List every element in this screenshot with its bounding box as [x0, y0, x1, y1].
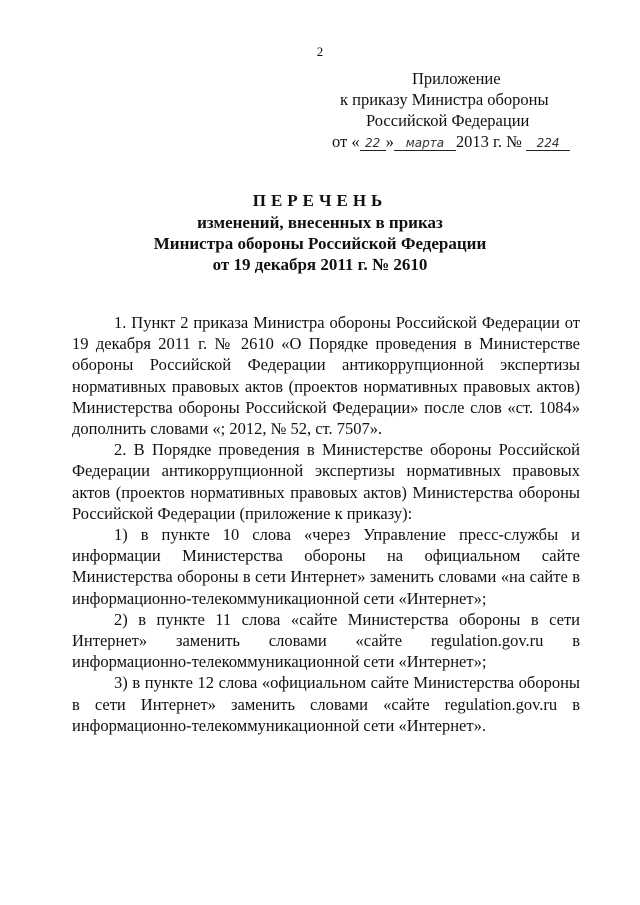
appendix-date-line	[320, 131, 590, 152]
date-prefix: от «	[332, 132, 360, 151]
title-heading: ПЕРЕЧЕНЬ	[252, 191, 388, 210]
date-year-text: 2013 г. №	[455, 132, 522, 151]
date-day-close: »	[385, 132, 394, 151]
appendix-federation: Российской Федерации	[366, 111, 530, 130]
subparagraph-2: 2) в пункте 11 слова «сайте Министерства обороны в сети Интернет» заменить словами «сайте regulation.gov.ru в информационно-телекоммуникационной сети «Интернет»;	[72, 609, 580, 672]
appendix-title: Приложение	[412, 69, 501, 88]
appendix-order-ref: к приказу Министра обороны	[340, 90, 549, 109]
title-line-1: изменений, внесенных в приказ	[197, 213, 443, 232]
title-line-3: от 19 декабря 2011 г. № 2610	[212, 255, 428, 274]
title-line-2: Министра обороны Российской Федерации	[153, 234, 487, 253]
document-title	[0, 190, 640, 275]
paragraph-2: 2. В Порядке проведения в Министерстве обороны Российской Федерации антикоррупционной экспертизы нормативных правовых актов (проектов нормативных правовых актов) Министерства обороны Российской Федерации (приложение к приказу):	[72, 440, 580, 523]
handwritten-day: 22	[360, 136, 386, 151]
subparagraph-3: 3) в пункте 12 слова «официальном сайте Министерства обороны в сети Интернет» заменить словами «сайте regulation.gov.ru в информационно-телекоммуникационной сети «Интернет».	[72, 673, 580, 735]
appendix-block	[320, 68, 590, 152]
handwritten-month: марта	[394, 136, 456, 151]
document-body	[72, 312, 580, 736]
paragraph-1: 1. Пункт 2 приказа Министра обороны Российской Федерации от 19 декабря 2011 г. № 2610 «О Порядке проведения в Министерстве обороны Российской Федерации антикоррупционной экспертизы нормативных правовых актов (проектов нормативных правовых актов) Министерства обороны Российской Федерации» после слов «ст. 1084» дополнить словами «; 2012, № 52, ст. 7507».	[72, 313, 580, 439]
handwritten-order-number: 224	[526, 136, 570, 151]
page-number: 2	[316, 44, 324, 59]
subparagraph-1: 1) в пункте 10 слова «через Управление пресс-службы и информации Министерства обороны на официальном сайте Министерства обороны в сети Интернет» заменить словами «на сайте в информационно-телекоммуникационной сети «Интернет»;	[72, 525, 580, 608]
